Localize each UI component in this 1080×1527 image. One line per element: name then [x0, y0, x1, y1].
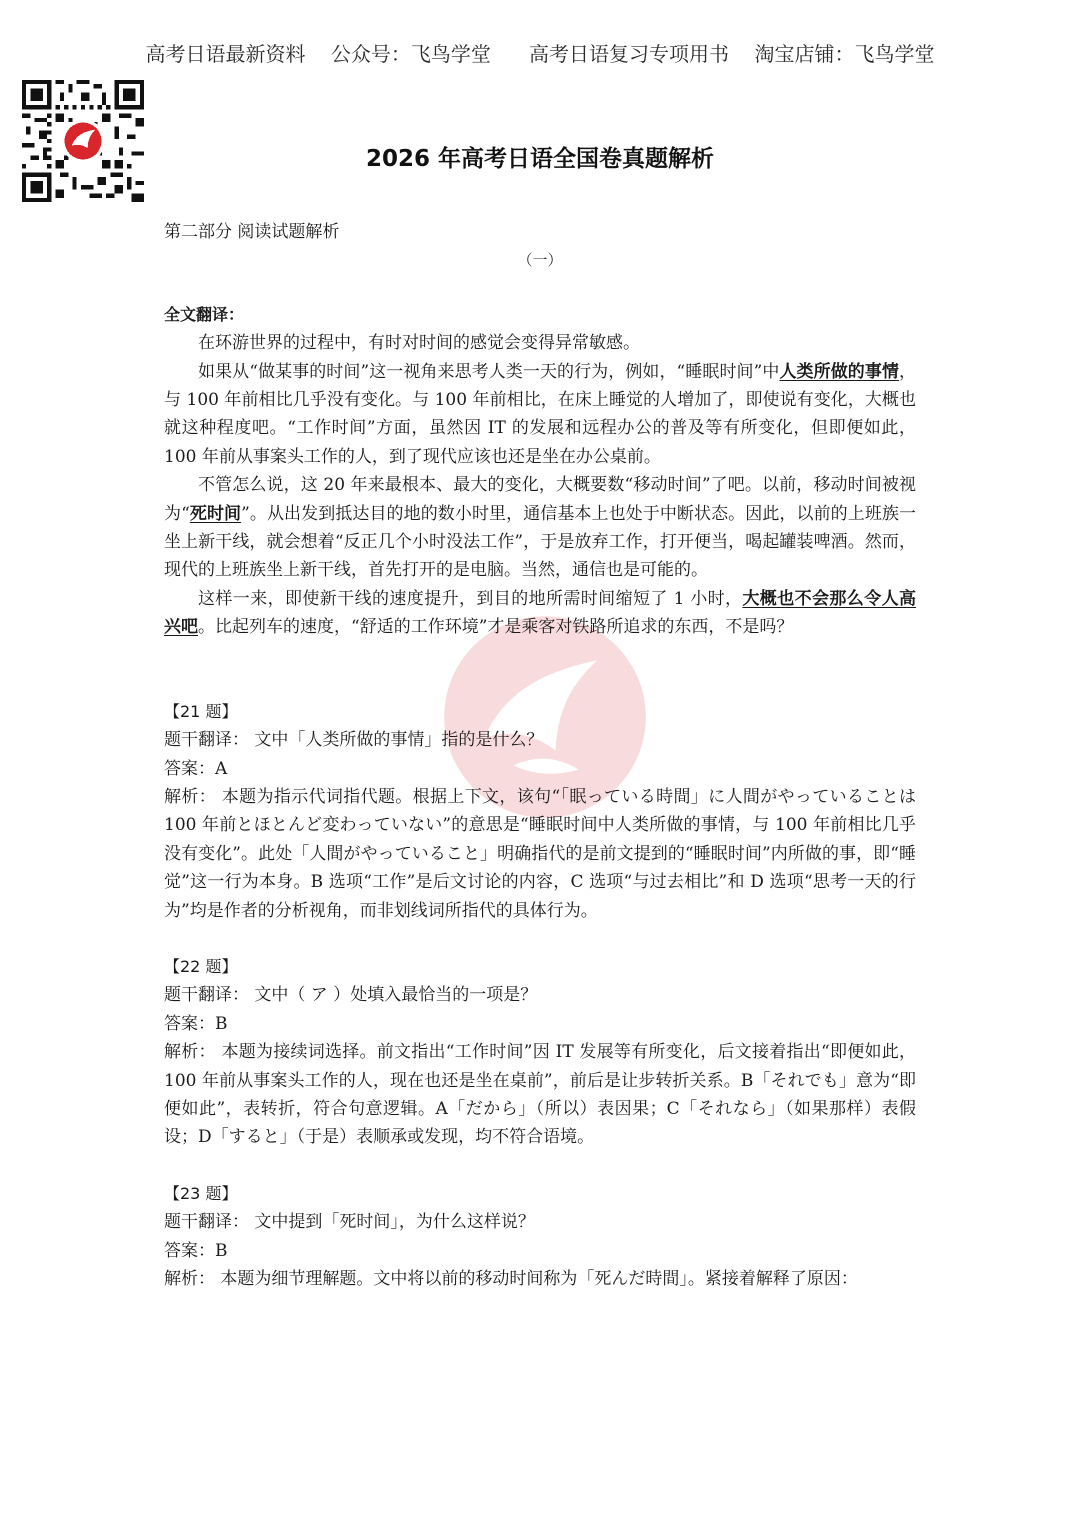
question-answer: 答案：A: [164, 758, 228, 779]
text-run: 。比起列车的速度，“舒适的工作环境”才是乘客对铁路所追求的东西，不是吗？: [198, 617, 794, 638]
question-answer: 答案：B: [164, 1240, 228, 1261]
question-heading: 【22 题】: [164, 956, 238, 976]
text-run: ，与 100 年前相比几乎没有变化。与 100 年前相比，在床上睡觉的人增加了，即使说有变化，大概也就这种程度吧。“工作时间”方面，虽然因 IT 的发展和远程办公的普及等有所变化，但即便如此，100 年前从事案头工作的人，到了现代应该也还是坐在办公桌前。: [164, 361, 917, 467]
translation-paragraph-4: [164, 585, 916, 642]
text-run: 不管怎么说，这 20 年来最根本、最大的变化，大概要数“移动时间”了吧。以前，移动时间被视为“: [164, 475, 916, 524]
underlined-phrase: 死时间: [189, 503, 242, 524]
question-stem: 题干翻译： 文中提到「死时间」，为什么这样说？: [164, 1212, 535, 1233]
question-22: [164, 953, 916, 1152]
question-analysis: 解析： 本题为接续词选择。前文指出“工作时间”因 IT 发展等有所变化，后文接着指出“即便如此，100 年前从事案头工作的人，现在也还是坐在桌前”，前后是让步转折关系。B「それでも」意为“即便如此”，表转折，符合句意逻辑。A「だから」（所以）表因果；C「それなら」（如果那样）表假设；D「すると」（于是）表顺承或发现，均不符合语境。: [164, 1042, 916, 1148]
text-run: ”。从出发到抵达目的地的数小时里，通信基本上也处于中断状态。因此，以前的上班族一坐上新干线，就会想着“反正几个小时没法工作”，于是放弃工作，打开便当，喝起罐装啤酒。然而，现代的上班族坐上新干线，首先打开的是电脑。当然，通信也是可能的。: [164, 503, 916, 581]
question-23: [164, 1180, 916, 1294]
page-title: 2026 年高考日语全国卷真题解析: [365, 146, 715, 172]
translation-paragraph-2: [164, 358, 916, 472]
question-analysis: 解析： 本题为细节理解题。文中将以前的移动时间称为「死んだ時間」。紧接着解释了原因：: [164, 1269, 858, 1289]
translation-paragraph-1: 在环游世界的过程中，有时对时间的感觉会变得异常敏感。: [198, 333, 640, 354]
question-heading: 【23 题】: [164, 1183, 238, 1203]
text-run: 这样一来，即使新干线的速度提升，到目的地所需时间缩短了 1 小时，: [198, 588, 743, 609]
translation-label: 全文翻译：: [164, 304, 245, 324]
question-answer: 答案：B: [164, 1013, 228, 1034]
question-heading: 【21 题】: [164, 701, 238, 721]
section-label: 第二部分 阅读试题解析: [164, 222, 340, 242]
underlined-phrase: 人类所做的事情: [779, 361, 900, 382]
question-21: [164, 698, 916, 925]
underlined-phrase: 大概也不会那么令人高兴吧: [164, 588, 917, 638]
question-stem: 题干翻译： 文中「人类所做的事情」指的是什么？: [164, 730, 544, 751]
section-sub-label: （一）: [517, 251, 563, 270]
question-analysis: 解析： 本题为指示代词指代题。根据上下文，该句“「眠っている時間」に人間がやっていることは 100 年前とほとんど変わっていない”的意思是“睡眠时间中人类所做的事情，与 100 年前相比几乎没有变化”。此处「人間がやっていること」明确指代的是前文提到的“睡眠时间”内所做的事，即“睡觉”这一行为本身。B 选项“工作”是后文讨论的内容，C 选项“与过去相比”和 D 选项“思考一天的行为”均是作者的分析视角，而非划线词所指代的具体行为。: [164, 786, 916, 921]
question-stem: 题干翻译： 文中（ ア ）处填入最恰当的一项是？: [164, 985, 538, 1006]
page-header: 高考日语最新资料 公众号：飞鸟学堂 高考日语复习专项用书 淘宝店铺：飞鸟学堂: [145, 42, 935, 66]
document-body: [164, 218, 916, 1293]
translation-paragraph-3: [164, 471, 916, 585]
text-run: 如果从“做某事的时间”这一视角来思考人类一天的行为，例如，“睡眠时间”中: [198, 361, 780, 382]
